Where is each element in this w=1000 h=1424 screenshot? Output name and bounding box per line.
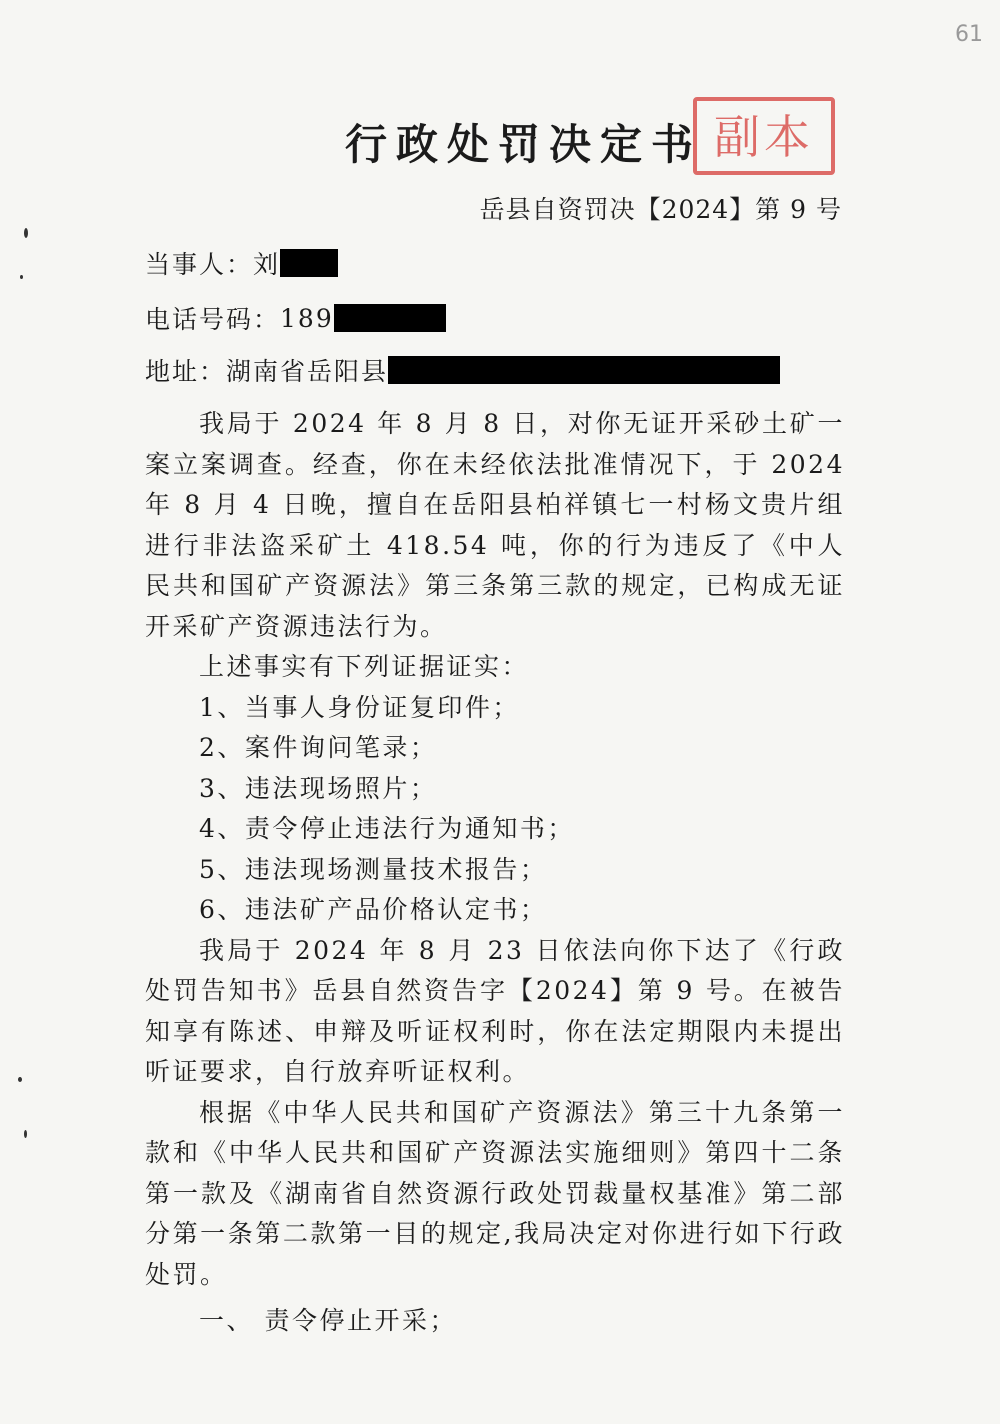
scan-speck [24, 1130, 27, 1138]
evidence-item: 1、当事人身份证复印件； [199, 692, 520, 722]
redaction-bar [334, 304, 446, 332]
penalty-item: 一、 责令停止开采； [199, 1306, 457, 1335]
party-value: 刘 [253, 250, 281, 279]
scan-speck [18, 1077, 22, 1082]
address-value: 湖南省岳阳县 [226, 357, 389, 386]
copy-stamp: 副本 [693, 97, 835, 175]
document-title: 行政处罚决定书 [345, 120, 703, 169]
case-paragraph: 我局于 2024 年 8 月 8 日，对你无证开采砂土矿一案立案调查。经查，你在未经依法批准情况下，于 2024 年 8 月 4 日晚，擅自在岳阳县柏祥镇七一村杨文贵片组进行非法盗采矿土 418.54 吨，你的行为违反了《中人民共和国矿产资源法》第三条第三款的规定，已构成无证开采矿产资源违法行为。 [145, 409, 845, 641]
redaction-bar [280, 249, 338, 277]
legal-basis-paragraph: 根据《中华人民共和国矿产资源法》第三十九条第一款和《中华人民共和国矿产资源法实施细则》第四十二条第一款及《湖南省自然资源行政处罚裁量权基准》第二部分第一条第二款第一目的规定,我局决定对你进行如下行政处罚。 [145, 1097, 845, 1289]
scan-speck [20, 275, 23, 279]
page-mark: 61 [955, 22, 983, 47]
address-field [145, 352, 780, 388]
evidence-item: 3、违法现场照片； [199, 773, 438, 803]
redaction-bar [388, 356, 780, 384]
party-field [145, 245, 338, 281]
evidence-item: 6、违法矿产品价格认定书； [199, 895, 548, 924]
evidence-item: 5、违法现场测量技术报告； [199, 854, 548, 884]
phone-value: 189 [280, 303, 334, 333]
party-label: 当事人： [145, 250, 254, 279]
evidence-item: 2、案件询问笔录； [199, 733, 438, 762]
address-label: 地址： [145, 357, 227, 386]
phone-label: 电话号码： [145, 305, 281, 334]
phone-field [145, 300, 446, 336]
notice-paragraph: 我局于 2024 年 8 月 23 日依法向你下达了《行政处罚告知书》岳县自然资告字【2024】第 9 号。在被告知享有陈述、申辩及听证权利时，你在法定期限内未提出听证要求，自行放弃听证权利。 [145, 935, 845, 1086]
evidence-item: 4、责令停止违法行为通知书； [199, 814, 575, 843]
document-number: 岳县自资罚决【2024】第 9 号 [479, 195, 842, 224]
evidence-intro: 上述事实有下列证据证实： [199, 652, 530, 681]
scan-speck [24, 228, 28, 238]
document-body [145, 404, 845, 1342]
